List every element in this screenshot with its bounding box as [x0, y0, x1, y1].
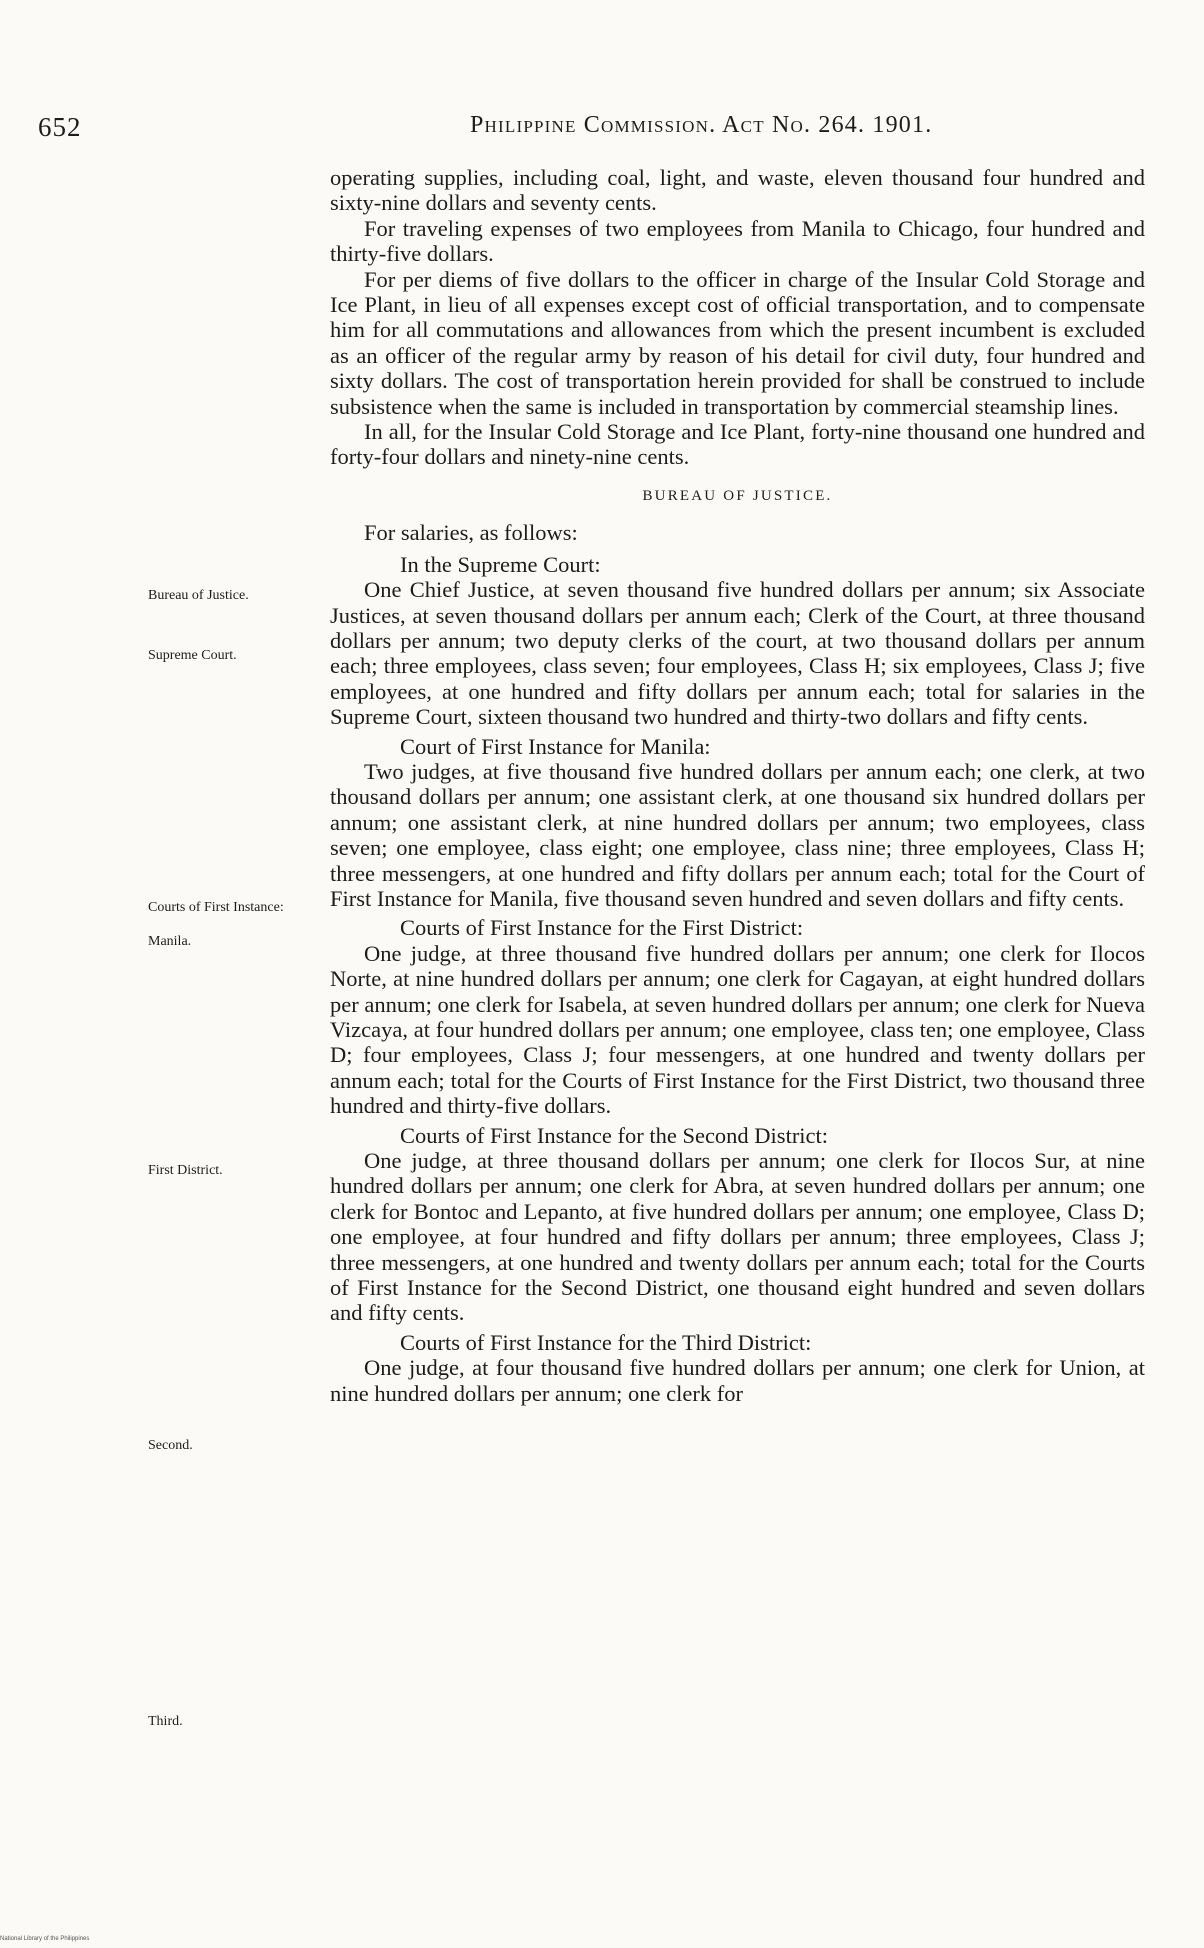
paragraph-cold-storage-total: In all, for the Insular Cold Storage and Ice Plant, forty-nine thousand one hundred and forty-four dollars and ninety-nine cents.	[330, 419, 1145, 470]
running-head: Philippine Commission. Act No. 264. 1901.	[470, 112, 933, 138]
margin-note-courts-first-instance: Courts of First Instance:	[148, 900, 284, 915]
paragraph-salaries-lead: For salaries, as follows:	[364, 520, 578, 546]
paragraph-first-district: One judge, at three thousand five hundred dollars per annum; one clerk for Ilocos Norte, at nine hundred dollars per annum; one clerk for Cagayan, at eight hundred dollars per annum; one clerk for Isabela, at seven hundred dollars per annum; one clerk for Nueva Vizcaya, at four hundred dollars per annum; one employee, class ten; one employee, Class D; four employees, Class J; four messengers, at one hundred and twenty dollars per annum each; total for the Courts of First Instance for the First District, two thousand three hundred and thirty-five dollars.	[330, 940, 1145, 1119]
margin-note-first-district: First District.	[148, 1163, 223, 1178]
margin-note-supreme-court: Supreme Court.	[148, 648, 237, 663]
subhead-first-district: Courts of First Instance for the First District:	[400, 915, 804, 941]
section-heading-bureau-of-justice: BUREAU OF JUSTICE.	[642, 487, 833, 504]
paragraph-supreme-court: One Chief Justice, at seven thousand five hundred dollars per annum; six Associate Justices, at seven thousand dollars per annum each; Clerk of the Court, at three thousand dollars per annum; two deputy clerks of the court, at two thousand dollars per annum each; three employees, class seven; four employees, Class H; six employees, Class J; five employees, at one hundred and fifty dollars per annum each; total for salaries in the Supreme Court, sixteen thousand two hundred and thirty-two dollars and fifty cents.	[330, 577, 1145, 730]
subhead-manila: Court of First Instance for Manila:	[400, 733, 711, 759]
body-text-column	[330, 165, 1145, 1406]
paragraph-third-district: One judge, at four thousand five hundred dollars per annum; one clerk for Union, at nine hundred dollars per annum; one clerk for	[330, 1355, 1145, 1406]
margin-note-second: Second.	[148, 1438, 193, 1453]
subhead-second-district: Courts of First Instance for the Second District:	[400, 1122, 829, 1148]
scan-footer-note: National Library of the Philippines	[0, 1936, 90, 1942]
paragraph-second-district: One judge, at three thousand dollars per annum; one clerk for Ilocos Sur, at nine hundred dollars per annum; one clerk for Abra, at seven hundred dollars per annum; one clerk for Bontoc and Lepanto, at five hundred dollars per annum; one employee, Class D; one employee, at four hundred and fifty dollars per annum; three employees, Class J; three messengers, at one hundred and twenty dollars per annum each; total for the Courts of First Instance for the Second District, one thousand eight hundred and seven dollars and fifty cents.	[330, 1148, 1145, 1326]
subhead-third-district: Courts of First Instance for the Third District:	[400, 1329, 812, 1355]
margin-note-manila: Manila.	[148, 934, 192, 949]
margin-note-third: Third.	[148, 1714, 183, 1729]
paragraph-manila: Two judges, at five thousand five hundred dollars per annum each; one clerk, at two thousand dollars per annum; one assistant clerk, at one thousand six hundred dollars per annum; one assistant clerk, at nine hundred dollars per annum; two employees, class seven; one employee, class eight; one employee, class nine; three employees, Class H; three messengers, at one hundred and fifty dollars per annum each; total for the Court of First Instance for Manila, five thousand seven hundred and seven dollars and fifty cents.	[330, 758, 1145, 911]
paragraph-per-diems: For per diems of five dollars to the officer in charge of the Insular Cold Storage and Ice Plant, in lieu of all expenses except cost of official transportation, and to compensate him for all commutations and allowances from which the present incumbent is excluded as an officer of the regular army by reason of his detail for civil duty, four hundred and sixty dollars. The cost of transportation herein provided for shall be construed to include subsistence when the same is included in transportation by commercial steamship lines.	[330, 266, 1145, 419]
margin-note-bureau-of-justice: Bureau of Justice.	[148, 588, 249, 603]
page-number: 652	[38, 112, 82, 142]
paragraph-operating-supplies: operating supplies, including coal, light, and waste, eleven thousand four hundred and sixty-nine dollars and seventy cents.	[330, 165, 1145, 216]
subhead-supreme-court: In the Supreme Court:	[400, 551, 601, 577]
paragraph-traveling-expenses: For traveling expenses of two employees from Manila to Chicago, four hundred and thirty-five dollars.	[330, 215, 1145, 267]
